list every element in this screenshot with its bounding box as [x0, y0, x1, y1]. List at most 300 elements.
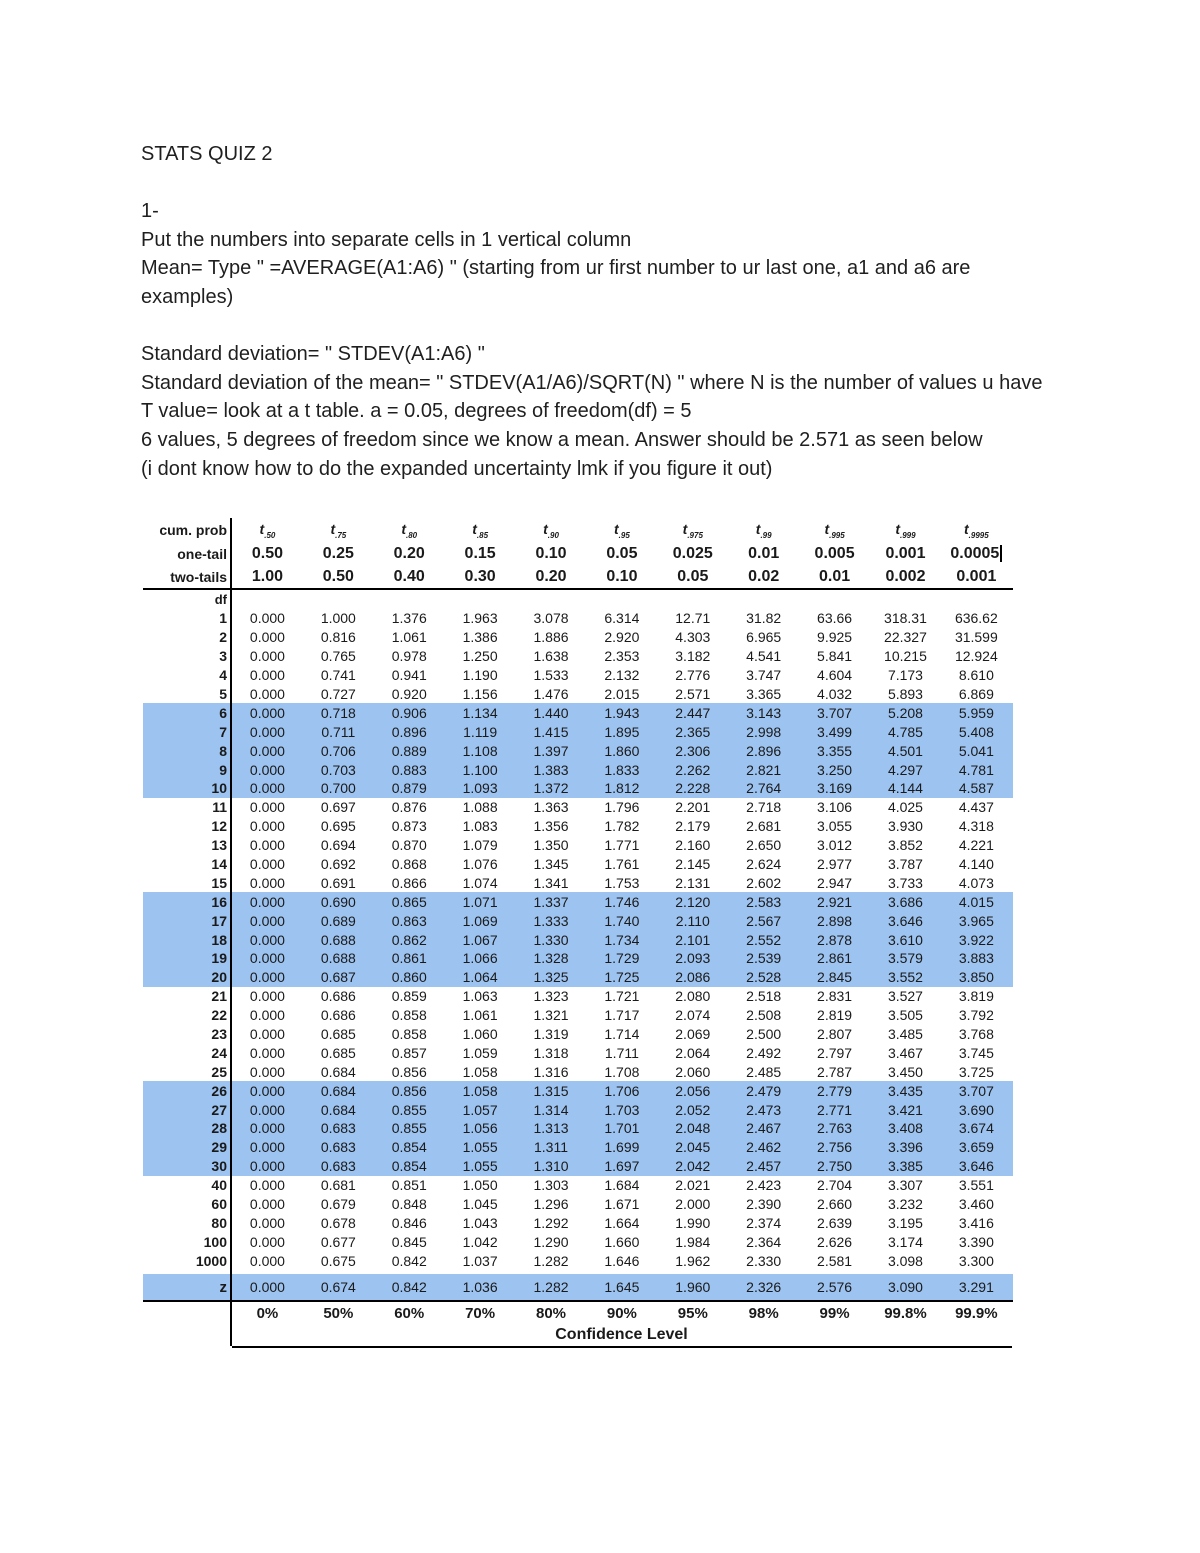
t-symbol: t: [401, 520, 406, 537]
t-value-cell: 2.500: [746, 1026, 782, 1043]
two-tails-value: 1.00: [251, 567, 284, 585]
t-value-cell: 3.725: [958, 1063, 994, 1080]
t-value-cell: 0.000: [249, 1214, 285, 1231]
t-value-cell: 2.776: [675, 667, 711, 684]
table-row: [143, 703, 1013, 722]
t-value-cell: 2.771: [817, 1101, 853, 1118]
t-value-cell: 2.015: [604, 686, 640, 702]
df-value: 80: [143, 1214, 232, 1233]
t-value-cell: 3.922: [958, 931, 994, 948]
t-distribution-table: [143, 518, 1013, 1348]
t-value-cell: 0.863: [391, 912, 427, 929]
t-value-cell: 0.000: [249, 856, 285, 873]
t-value-cell: 2.457: [746, 1158, 782, 1175]
t-value-cell: 3.390: [958, 1233, 994, 1250]
cum-prob-cell: [586, 521, 657, 540]
t-value-cell: 0.686: [320, 988, 356, 1005]
t-value-cell: 4.501: [887, 742, 923, 759]
t-value-cell: 3.408: [887, 1120, 923, 1137]
t-value-cell: 0.000: [249, 837, 285, 854]
cum-prob-subscript: .95: [618, 530, 630, 540]
table-row: [143, 949, 1013, 968]
t-value-cell: 0.000: [249, 1139, 285, 1156]
t-value-cell: 0.685: [320, 1026, 356, 1043]
two-tails-value: 0.20: [535, 567, 567, 585]
two-tails-row: [143, 565, 1013, 588]
one-tail-value: 0.15: [464, 544, 496, 562]
two-tails-value: 0.10: [606, 567, 638, 585]
t-value-cell: 3.527: [887, 988, 923, 1005]
df-value: 3: [143, 647, 232, 666]
cum-prob-subscript: .995: [829, 530, 845, 540]
text-line: 1-: [141, 200, 159, 223]
two-tails-value: 0.01: [819, 567, 851, 585]
df-value: 17: [143, 911, 232, 930]
t-value-cell: 2.228: [675, 780, 711, 797]
t-value-cell: 1.708: [604, 1063, 640, 1080]
t-value-cell: 2.660: [817, 1196, 853, 1213]
cum-prob-cell: [232, 521, 303, 540]
df-value: 14: [143, 855, 232, 874]
t-value-cell: 3.421: [887, 1101, 923, 1118]
t-value-cell: 1.093: [462, 780, 498, 797]
t-value-cell: 0.741: [320, 667, 356, 684]
t-value-cell: 2.681: [746, 818, 782, 835]
t-value-cell: 0.687: [320, 969, 356, 986]
t-value-cell: 3.435: [887, 1082, 923, 1099]
t-value-cell: 3.610: [887, 931, 923, 948]
t-value-cell: 2.086: [675, 969, 711, 986]
t-value-cell: 0.000: [249, 761, 285, 778]
df-value: 10: [143, 779, 232, 798]
t-value-cell: 1.476: [533, 686, 569, 702]
t-value-cell: 1.069: [462, 912, 498, 929]
t-value-cell: 2.552: [746, 931, 782, 948]
table-row: [143, 1006, 1013, 1025]
t-value-cell: 0.000: [249, 874, 285, 891]
t-value-cell: 2.921: [817, 893, 853, 910]
t-value-cell: 3.098: [887, 1252, 923, 1269]
t-value-cell: 1.671: [604, 1196, 640, 1213]
t-value-cell: 3.551: [958, 1177, 994, 1194]
t-value-cell: 2.819: [817, 1007, 853, 1024]
two-tails-label: two-tails: [143, 565, 232, 588]
df-value: 28: [143, 1119, 232, 1138]
df-value: 13: [143, 836, 232, 855]
cum-prob-label: cum. prob: [143, 518, 232, 542]
text-line: 6 values, 5 degrees of freedom since we know a mean. Answer should be 2.571 as seen below: [141, 428, 983, 451]
t-symbol: t: [964, 520, 969, 537]
t-value-cell: 0.692: [320, 856, 356, 873]
t-value-cell: 3.579: [887, 950, 923, 967]
t-value-cell: 1.000: [320, 610, 356, 627]
t-value-cell: 0.718: [320, 704, 356, 721]
t-value-cell: 2.364: [746, 1233, 782, 1250]
t-value-cell: 2.048: [675, 1120, 711, 1137]
t-value-cell: 0.858: [391, 1026, 427, 1043]
table-row: [143, 873, 1013, 892]
t-value-cell: 2.896: [746, 742, 782, 759]
t-value-cell: 0.854: [391, 1158, 427, 1175]
cum-prob-cell: [516, 521, 587, 540]
t-value-cell: 0.000: [249, 1007, 285, 1024]
cum-prob-cell: [303, 521, 374, 540]
t-value-cell: 4.541: [746, 648, 782, 665]
t-value-cell: 1.310: [533, 1158, 569, 1175]
cum-prob-cell: [941, 521, 1012, 540]
table-row: [143, 647, 1013, 666]
t-value-cell: 1.063: [462, 988, 498, 1005]
t-value-cell: 0.683: [320, 1120, 356, 1137]
t-value-cell: 1.134: [462, 704, 498, 721]
t-value-cell: 2.779: [817, 1082, 853, 1099]
t-value-cell: 0.000: [249, 1026, 285, 1043]
t-value-cell: 3.850: [958, 969, 994, 986]
table-row: [143, 779, 1013, 798]
df-value: 18: [143, 930, 232, 949]
t-symbol: t: [614, 520, 619, 537]
t-value-cell: 1.079: [462, 837, 498, 854]
df-value: 2: [143, 628, 232, 647]
two-tails-value: 0.02: [748, 567, 780, 585]
t-value-cell: 3.300: [958, 1252, 994, 1269]
cum-prob-subscript: .9995: [968, 530, 989, 540]
one-tail-value: 0.01: [748, 544, 780, 562]
df-value: 26: [143, 1081, 232, 1100]
t-value-cell: 2.056: [675, 1082, 711, 1099]
t-value-cell: 1.037: [462, 1252, 498, 1269]
t-value-cell: 0.000: [249, 893, 285, 910]
one-tail-value: 0.10: [535, 544, 567, 562]
cum-prob-subscript: .85: [476, 530, 489, 540]
df-value: 29: [143, 1138, 232, 1157]
two-tails-value: 0.05: [677, 567, 709, 585]
confidence-value: 60%: [394, 1304, 425, 1322]
t-value-cell: 3.552: [887, 969, 923, 986]
t-value-cell: 0.683: [320, 1158, 356, 1175]
t-value-cell: 4.785: [887, 723, 923, 740]
z-value-cell: 1.960: [675, 1279, 711, 1296]
text-line: Standard deviation= " STDEV(A1:A6) ": [141, 343, 485, 366]
t-value-cell: 0.941: [391, 667, 427, 684]
text-line: T value= look at a t table. a = 0.05, degrees of freedom(df) = 5: [141, 400, 692, 423]
t-value-cell: 3.852: [887, 837, 923, 854]
t-value-cell: 2.131: [675, 874, 711, 891]
t-value-cell: 2.179: [675, 818, 711, 835]
t-value-cell: 5.208: [887, 704, 923, 721]
t-value-cell: 1.729: [604, 950, 640, 967]
t-value-cell: 0.876: [391, 799, 427, 816]
t-value-cell: 3.674: [958, 1120, 994, 1137]
df-value: 20: [143, 968, 232, 987]
t-value-cell: 2.069: [675, 1026, 711, 1043]
t-value-cell: 2.080: [675, 988, 711, 1005]
t-value-cell: 1.330: [533, 931, 569, 948]
t-value-cell: 2.479: [746, 1082, 782, 1099]
t-value-cell: 6.965: [746, 629, 782, 646]
t-value-cell: 0.677: [320, 1233, 356, 1250]
df-value: 5: [143, 685, 232, 704]
t-value-cell: 0.000: [249, 1101, 285, 1118]
confidence-level-title: Confidence Level: [555, 1326, 688, 1344]
confidence-row: [143, 1302, 1013, 1324]
t-value-cell: 3.055: [817, 818, 853, 835]
t-value-cell: 1.533: [533, 667, 569, 684]
df-value: 100: [143, 1232, 232, 1251]
two-tails-value: 0.50: [322, 567, 354, 585]
confidence-value: 0%: [256, 1304, 279, 1322]
t-value-cell: 3.768: [958, 1026, 994, 1043]
two-tails-value: 0.40: [393, 567, 425, 585]
t-value-cell: 3.195: [887, 1214, 923, 1231]
t-value-cell: 8.610: [958, 667, 994, 684]
t-value-cell: 1.397: [533, 742, 569, 759]
t-value-cell: 2.042: [675, 1158, 711, 1175]
table-row: [143, 817, 1013, 836]
t-value-cell: 1.316: [533, 1063, 569, 1080]
t-value-cell: 1.646: [604, 1252, 640, 1269]
df-value: 9: [143, 760, 232, 779]
table-row: [143, 666, 1013, 685]
t-value-cell: 0.697: [320, 799, 356, 816]
t-value-cell: 2.756: [817, 1139, 853, 1156]
t-value-cell: 2.583: [746, 893, 782, 910]
t-value-cell: 4.318: [958, 818, 994, 835]
t-value-cell: 1.337: [533, 893, 569, 910]
df-value: 23: [143, 1025, 232, 1044]
one-tail-value: 0.05: [606, 544, 638, 562]
df-value: 60: [143, 1195, 232, 1214]
t-value-cell: 3.792: [958, 1007, 994, 1024]
t-value-cell: 2.898: [817, 912, 853, 929]
t-value-cell: 4.073: [958, 874, 994, 891]
t-value-cell: 0.694: [320, 837, 356, 854]
t-value-cell: 2.306: [675, 742, 711, 759]
t-value-cell: 6.869: [958, 686, 994, 702]
t-value-cell: 0.686: [320, 1007, 356, 1024]
t-value-cell: 5.041: [958, 742, 994, 759]
df-value: 16: [143, 892, 232, 911]
t-value-cell: 2.485: [746, 1063, 782, 1080]
t-value-cell: 0.679: [320, 1196, 356, 1213]
df-value: 25: [143, 1062, 232, 1081]
t-value-cell: 1.746: [604, 893, 640, 910]
t-value-cell: 1.060: [462, 1026, 498, 1043]
t-value-cell: 4.781: [958, 761, 994, 778]
t-value-cell: 2.539: [746, 950, 782, 967]
t-value-cell: 1.345: [533, 856, 569, 873]
t-value-cell: 3.250: [817, 761, 853, 778]
t-value-cell: 1.812: [604, 780, 640, 797]
t-value-cell: 0.842: [391, 1252, 427, 1269]
t-value-cell: 1.318: [533, 1044, 569, 1061]
t-value-cell: 0.000: [249, 1120, 285, 1137]
confidence-value: 90%: [606, 1304, 637, 1322]
table-row: [143, 1062, 1013, 1081]
t-value-cell: 5.841: [817, 648, 853, 665]
t-value-cell: 1.055: [462, 1139, 498, 1156]
t-value-cell: 1.761: [604, 856, 640, 873]
t-value-cell: 4.015: [958, 893, 994, 910]
t-value-cell: 2.718: [746, 799, 782, 816]
t-value-cell: 2.462: [746, 1139, 782, 1156]
t-value-cell: 0.978: [391, 648, 427, 665]
cum-prob-subscript: .999: [900, 530, 916, 540]
t-symbol: t: [824, 520, 830, 537]
t-value-cell: 31.599: [954, 629, 998, 646]
t-value-cell: 0.678: [320, 1214, 356, 1231]
t-value-cell: 1.717: [604, 1007, 640, 1024]
t-value-cell: 0.690: [320, 893, 356, 910]
z-value-cell: 2.326: [746, 1279, 782, 1296]
t-value-cell: 2.353: [604, 648, 640, 665]
t-value-cell: 3.355: [817, 742, 853, 759]
text-line: (i dont know how to do the expanded uncertainty lmk if you figure it out): [141, 457, 773, 480]
table-row: [143, 741, 1013, 760]
table-row: [143, 760, 1013, 779]
t-value-cell: 2.101: [675, 931, 711, 948]
t-value-cell: 0.000: [249, 950, 285, 967]
t-value-cell: 0.855: [391, 1120, 427, 1137]
t-value-cell: 2.447: [675, 704, 711, 721]
t-value-cell: 1.076: [462, 856, 498, 873]
table-row: [143, 685, 1013, 704]
df-value: 11: [143, 798, 232, 817]
cum-prob-cell: [870, 521, 941, 540]
t-value-cell: 0.000: [249, 1177, 285, 1194]
t-value-cell: 2.845: [817, 969, 853, 986]
t-value-cell: 0.000: [249, 1082, 285, 1099]
table-row: [143, 930, 1013, 949]
t-value-cell: 2.120: [675, 893, 711, 910]
table-row: [143, 892, 1013, 911]
t-value-cell: 1.333: [533, 912, 569, 929]
t-value-cell: 2.064: [675, 1044, 711, 1061]
t-value-cell: 2.920: [604, 629, 640, 646]
t-value-cell: 1.771: [604, 837, 640, 854]
t-value-cell: 1.050: [462, 1177, 498, 1194]
t-value-cell: 12.71: [675, 610, 711, 627]
t-value-cell: 1.440: [533, 704, 569, 721]
t-value-cell: 1.984: [675, 1233, 711, 1250]
t-value-cell: 0.000: [249, 1233, 285, 1250]
table-row: [143, 1232, 1013, 1251]
text-cursor: [1000, 545, 1002, 562]
t-value-cell: 3.747: [746, 667, 782, 684]
t-value-cell: 0.675: [320, 1252, 356, 1269]
t-value-cell: 3.450: [887, 1063, 923, 1080]
t-value-cell: 0.689: [320, 912, 356, 929]
t-value-cell: 0.000: [249, 780, 285, 797]
t-value-cell: 0.703: [320, 761, 356, 778]
t-value-cell: 0.870: [391, 837, 427, 854]
t-value-cell: 6.314: [604, 610, 640, 627]
df-value: 6: [143, 703, 232, 722]
t-value-cell: 0.000: [249, 912, 285, 929]
text-line: Standard deviation of the mean= " STDEV(A1/A6)/SQRT(N) " where N is the number of values u have: [141, 371, 1043, 394]
t-value-cell: 3.659: [958, 1139, 994, 1156]
df-value: 21: [143, 987, 232, 1006]
t-value-cell: 2.831: [817, 988, 853, 1005]
t-value-cell: 1.886: [533, 629, 569, 646]
t-value-cell: 0.691: [320, 874, 356, 891]
table-row: [143, 1176, 1013, 1195]
df-header-row: [143, 590, 1013, 609]
t-value-cell: 0.685: [320, 1044, 356, 1061]
t-value-cell: 636.62: [954, 610, 998, 627]
t-value-cell: 1.660: [604, 1233, 640, 1250]
t-value-cell: 0.861: [391, 950, 427, 967]
t-value-cell: 0.854: [391, 1139, 427, 1156]
t-value-cell: 2.074: [675, 1007, 711, 1024]
confidence-value: 50%: [323, 1304, 354, 1322]
one-tail-value: 0.025: [672, 544, 713, 562]
t-value-cell: 2.060: [675, 1063, 711, 1080]
one-tail-value: 0.0005: [941, 545, 1012, 563]
t-value-cell: 1.350: [533, 837, 569, 854]
blank-line: [141, 312, 1061, 341]
t-value-cell: 1.372: [533, 780, 569, 797]
t-symbol: t: [755, 520, 761, 537]
t-value-cell: 2.508: [746, 1007, 782, 1024]
t-value-cell: 4.437: [958, 799, 994, 816]
t-value-cell: 2.571: [675, 686, 711, 702]
t-value-cell: 1.064: [462, 969, 498, 986]
t-value-cell: 0.857: [391, 1044, 427, 1061]
t-value-cell: 2.750: [817, 1158, 853, 1175]
t-value-cell: 3.385: [887, 1158, 923, 1175]
cum-prob-subscript: .99: [760, 530, 772, 540]
text-line: Mean= Type " =AVERAGE(A1:A6) " (starting from ur first number to ur last one, a1 and a6 are examples): [141, 257, 971, 308]
t-value-cell: 0.000: [249, 742, 285, 759]
df-label: df: [143, 590, 232, 609]
t-value-cell: 5.408: [958, 723, 994, 740]
t-value-cell: 3.819: [958, 988, 994, 1005]
table-row: [143, 722, 1013, 741]
t-value-cell: 2.045: [675, 1139, 711, 1156]
z-value-cell: 1.282: [533, 1279, 569, 1296]
t-value-cell: 3.106: [817, 799, 853, 816]
t-value-cell: 4.025: [887, 799, 923, 816]
cum-prob-row: [143, 518, 1013, 542]
df-value: 27: [143, 1100, 232, 1119]
t-value-cell: 2.763: [817, 1120, 853, 1137]
t-value-cell: 1.860: [604, 742, 640, 759]
t-value-cell: 0.700: [320, 780, 356, 797]
t-value-cell: 0.889: [391, 742, 427, 759]
t-value-cell: 2.423: [746, 1177, 782, 1194]
t-value-cell: 1.701: [604, 1120, 640, 1137]
t-value-cell: 3.460: [958, 1196, 994, 1213]
t-value-cell: 1.740: [604, 912, 640, 929]
t-value-cell: 2.365: [675, 723, 711, 740]
t-value-cell: 0.868: [391, 856, 427, 873]
t-value-cell: 5.959: [958, 704, 994, 721]
t-value-cell: 1.059: [462, 1044, 498, 1061]
t-value-cell: 2.977: [817, 856, 853, 873]
t-value-cell: 3.686: [887, 893, 923, 910]
df-value: 24: [143, 1043, 232, 1062]
t-value-cell: 0.920: [391, 686, 427, 702]
df-value: 15: [143, 873, 232, 892]
t-value-cell: 0.000: [249, 988, 285, 1005]
t-value-cell: 3.182: [675, 648, 711, 665]
t-value-cell: 0.681: [320, 1177, 356, 1194]
t-value-cell: 0.000: [249, 1252, 285, 1269]
confidence-title-row: [143, 1324, 1013, 1346]
t-value-cell: 1.303: [533, 1177, 569, 1194]
blank-line: [141, 169, 1061, 198]
